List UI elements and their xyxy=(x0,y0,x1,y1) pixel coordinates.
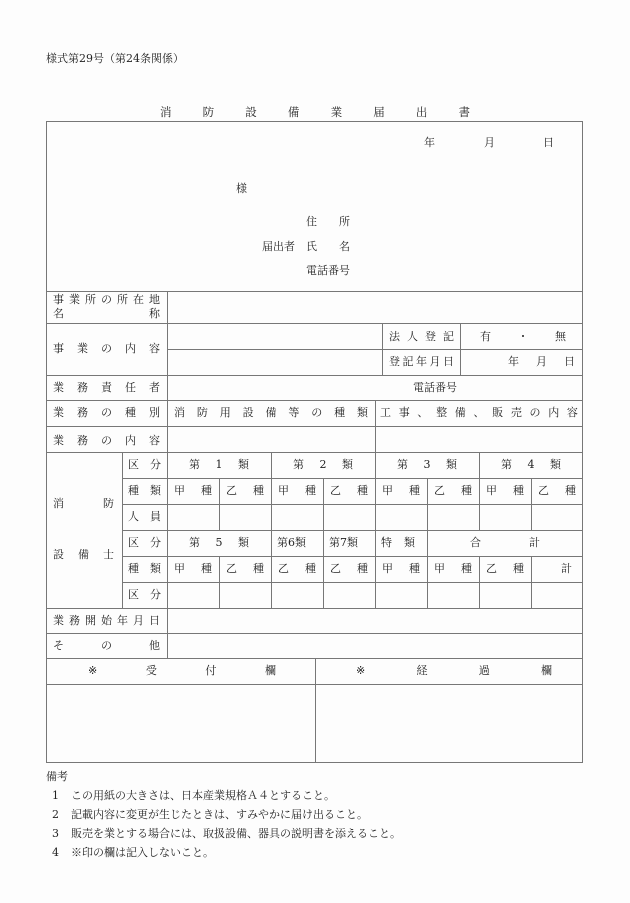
class-header: 第7類 xyxy=(329,536,358,549)
note-item: 1 この用紙の大きさは、日本産業規格Ａ４とすること。 xyxy=(52,789,335,802)
h-rule xyxy=(46,375,583,376)
class-header: 特 類 xyxy=(381,536,415,549)
h-rule xyxy=(46,400,583,401)
reception-header: ※ 受 付 欄 xyxy=(88,664,276,677)
row-label: 区 分 xyxy=(128,588,161,601)
notes-heading: 備考 xyxy=(46,770,68,783)
class-header: 第 4 類 xyxy=(501,458,561,471)
equipment-type-header: 消 防 用 設 備 等 の 種 類 xyxy=(174,406,368,419)
h-rule xyxy=(46,452,583,453)
type-header: 甲 種 xyxy=(382,562,420,575)
business-detail-label: 業 務 の 内 容 xyxy=(53,434,160,447)
row-label: 区 分 xyxy=(128,536,161,549)
v-rule xyxy=(323,530,324,608)
h-rule xyxy=(122,504,583,505)
class-header: 第 1 類 xyxy=(189,458,249,471)
type-header: 計 xyxy=(561,562,572,575)
notes-list xyxy=(46,786,401,862)
type-header: 乙 種 xyxy=(278,562,316,575)
fire-engineer-label-top: 消 防 xyxy=(53,497,114,510)
h-rule xyxy=(46,323,583,324)
v-rule xyxy=(219,556,220,608)
name-label: 氏 名 xyxy=(306,240,350,253)
title-char: 書 xyxy=(458,105,470,119)
row-label: 人 員 xyxy=(128,510,161,523)
v-rule xyxy=(375,530,376,608)
row-label: 種 類 xyxy=(128,562,161,575)
date-month-label: 月 xyxy=(484,136,495,149)
h-rule xyxy=(46,633,583,634)
type-header: 甲 種 xyxy=(278,484,316,497)
h-rule xyxy=(122,530,583,531)
form-number: 様式第29号（第24条関係） xyxy=(46,52,184,65)
h-rule xyxy=(46,291,583,292)
type-header: 甲 種 xyxy=(434,562,472,575)
manager-label: 業 務 責 任 者 xyxy=(53,381,160,394)
class-header: 第 2 類 xyxy=(293,458,353,471)
h-rule xyxy=(122,582,583,583)
registration-date-label: 登 記 年 月 日 xyxy=(389,355,454,368)
note-item: 4 ※印の欄は記入しないこと。 xyxy=(52,846,214,859)
note-item: 2 記載内容に変更が生じたときは、すみやかに届け出ること。 xyxy=(52,808,368,821)
type-header: 乙 種 xyxy=(330,562,368,575)
office-location-label: 事 業 所 の 所 在 地 xyxy=(53,293,160,306)
title-char: 防 xyxy=(202,105,215,119)
notes-section xyxy=(46,767,401,862)
registration-date-value: 年 月 日 xyxy=(508,355,575,368)
title-char: 届 xyxy=(373,105,385,119)
type-header: 乙 種 xyxy=(226,484,264,497)
title-char: 出 xyxy=(415,105,428,119)
other-label: そ の 他 xyxy=(53,639,160,652)
address-label: 住 所 xyxy=(306,215,350,228)
type-header: 甲 種 xyxy=(486,484,524,497)
applicant-label: 届出者 xyxy=(262,240,295,253)
row-label: 種 類 xyxy=(128,484,161,497)
h-rule xyxy=(122,556,583,557)
type-header: 甲 種 xyxy=(174,562,212,575)
office-name-label: 名 称 xyxy=(53,307,160,320)
type-header: 乙 種 xyxy=(486,562,524,575)
work-content-header: 工 事 、 整 備 、 販 売 の 内 容 xyxy=(380,406,578,419)
note-item: 3 販売を業とする場合には、取扱設備、器具の説明書を添えること。 xyxy=(52,827,401,840)
date-year-label: 年 xyxy=(424,136,435,149)
class-header: 第 5 類 xyxy=(189,536,249,549)
title-char: 設 xyxy=(245,105,257,119)
addressee-suffix: 様 xyxy=(236,182,247,195)
title-char: 業 xyxy=(330,105,343,119)
corp-registration-label: 法 人 登 記 xyxy=(389,330,454,343)
v-rule xyxy=(122,452,123,608)
v-rule xyxy=(531,478,532,530)
title-char: 備 xyxy=(287,105,300,119)
document-title xyxy=(160,104,470,120)
class-header: 第 3 類 xyxy=(397,458,457,471)
v-rule xyxy=(479,556,480,608)
type-header: 甲 種 xyxy=(174,484,212,497)
v-rule xyxy=(479,452,480,530)
business-content-label: 事 業 の 内 容 xyxy=(53,342,160,355)
manager-phone-label: 電話番号 xyxy=(413,381,457,394)
fire-engineer-label-bottom: 設 備 士 xyxy=(53,548,114,561)
v-rule xyxy=(427,478,428,530)
type-header: 乙 種 xyxy=(226,562,264,575)
h-rule xyxy=(46,608,583,609)
v-rule xyxy=(375,400,376,452)
v-rule xyxy=(271,530,272,608)
v-rule xyxy=(167,452,168,658)
phone-label: 電話番号 xyxy=(306,264,350,277)
progress-header: ※ 経 過 欄 xyxy=(356,664,552,677)
start-date-label: 業 務 開 始 年 月 日 xyxy=(53,614,160,627)
corp-registration-value: 有 ・ 無 xyxy=(480,330,566,343)
type-header: 乙 種 xyxy=(538,484,576,497)
v-rule xyxy=(167,291,168,452)
type-header: 乙 種 xyxy=(330,484,368,497)
v-rule xyxy=(323,478,324,530)
v-rule xyxy=(427,530,428,608)
h-rule xyxy=(382,349,583,350)
v-rule xyxy=(315,658,316,763)
title-char: 消 xyxy=(160,105,172,119)
row-label: 区 分 xyxy=(128,458,161,471)
v-rule xyxy=(375,452,376,530)
class-header: 第6類 xyxy=(277,536,306,549)
v-rule xyxy=(531,556,532,608)
h-rule xyxy=(122,478,583,479)
v-rule xyxy=(219,478,220,530)
type-header: 甲 種 xyxy=(382,484,420,497)
total-header: 合 計 xyxy=(470,536,540,549)
v-rule xyxy=(271,452,272,530)
business-type-label: 業 務 の 種 別 xyxy=(53,406,160,419)
type-header: 乙 種 xyxy=(434,484,472,497)
date-day-label: 日 xyxy=(543,136,554,149)
